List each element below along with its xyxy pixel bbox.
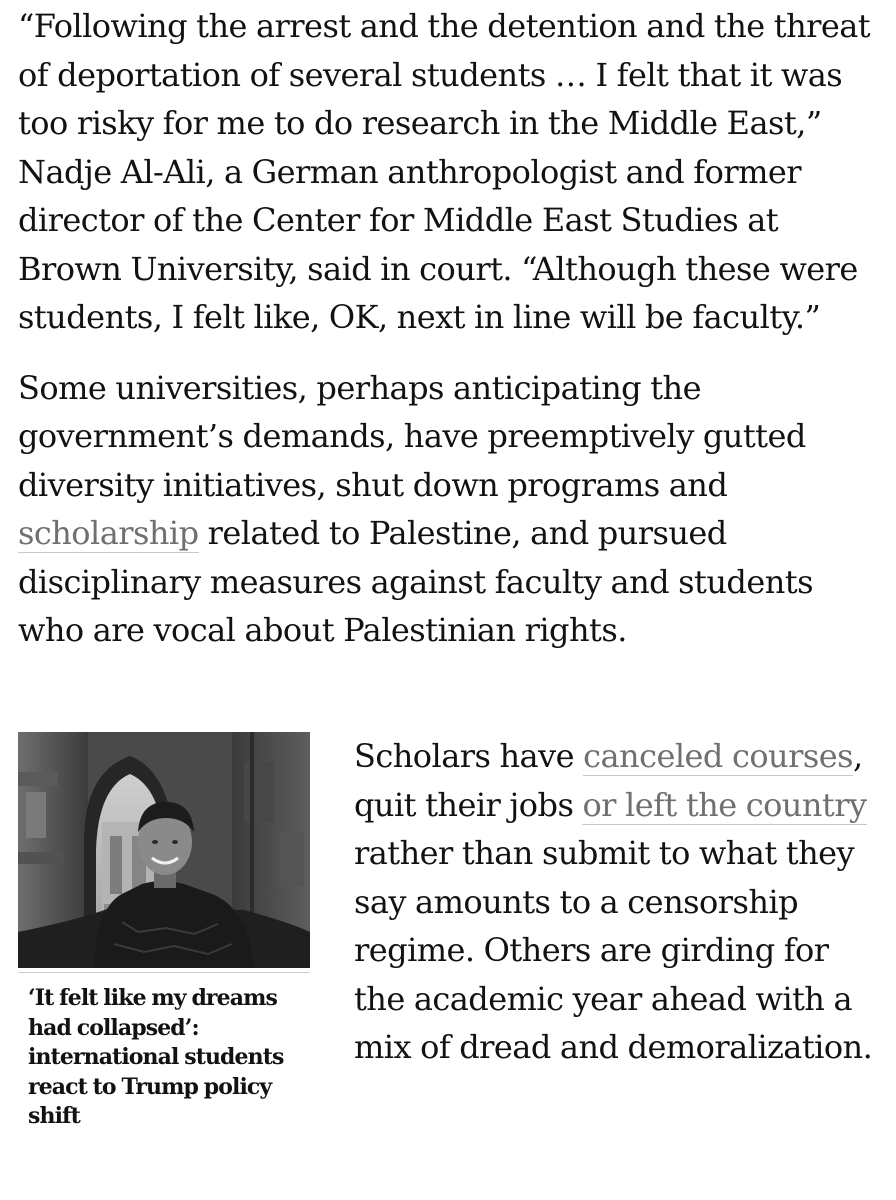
inline-section	[18, 732, 880, 1192]
related-article-photo	[18, 732, 310, 968]
article-body	[18, 0, 880, 655]
universities-paragraph	[18, 364, 880, 655]
paragraph-text: , quit their jobs	[354, 737, 863, 824]
related-article-headline[interactable]: ‘It felt like my dreams had collapsed’: international students react to Trump policy shift	[28, 985, 284, 1129]
card-divider	[18, 972, 310, 973]
paragraph-text: rather than submit to what they say amounts to a censorship regime. Others are girding for the academic year ahead with a mix of dread and demoralization.	[354, 834, 873, 1066]
canceled-courses-link[interactable]: canceled courses	[583, 737, 853, 775]
paragraph-text: related to Palestine, and pursued disciplinary measures against faculty and students who are vocal about Palestinian rights.	[18, 514, 813, 649]
scholars-paragraph	[354, 732, 874, 1072]
paragraph-text: Scholars have	[354, 737, 584, 775]
left-the-country-link[interactable]: or left the country	[582, 785, 867, 824]
related-article-card[interactable]	[18, 732, 310, 1192]
paragraph-text: Some universities, perhaps anticipating the government’s demands, have preemptively gutted diversity initiatives, shut down programs and	[18, 368, 806, 504]
quote-paragraph: “Following the arrest and the detention and the threat of deportation of several students … I felt that it was too risky for me to do research in the Middle East,” Nadje Al-Ali, a German anthropologist and former director of the Center for Middle East Studies at Brown University, said in court. “Although these were students, I felt like, OK, next in line will be faculty.”	[18, 7, 871, 336]
scholarship-link[interactable]: scholarship	[18, 514, 199, 552]
